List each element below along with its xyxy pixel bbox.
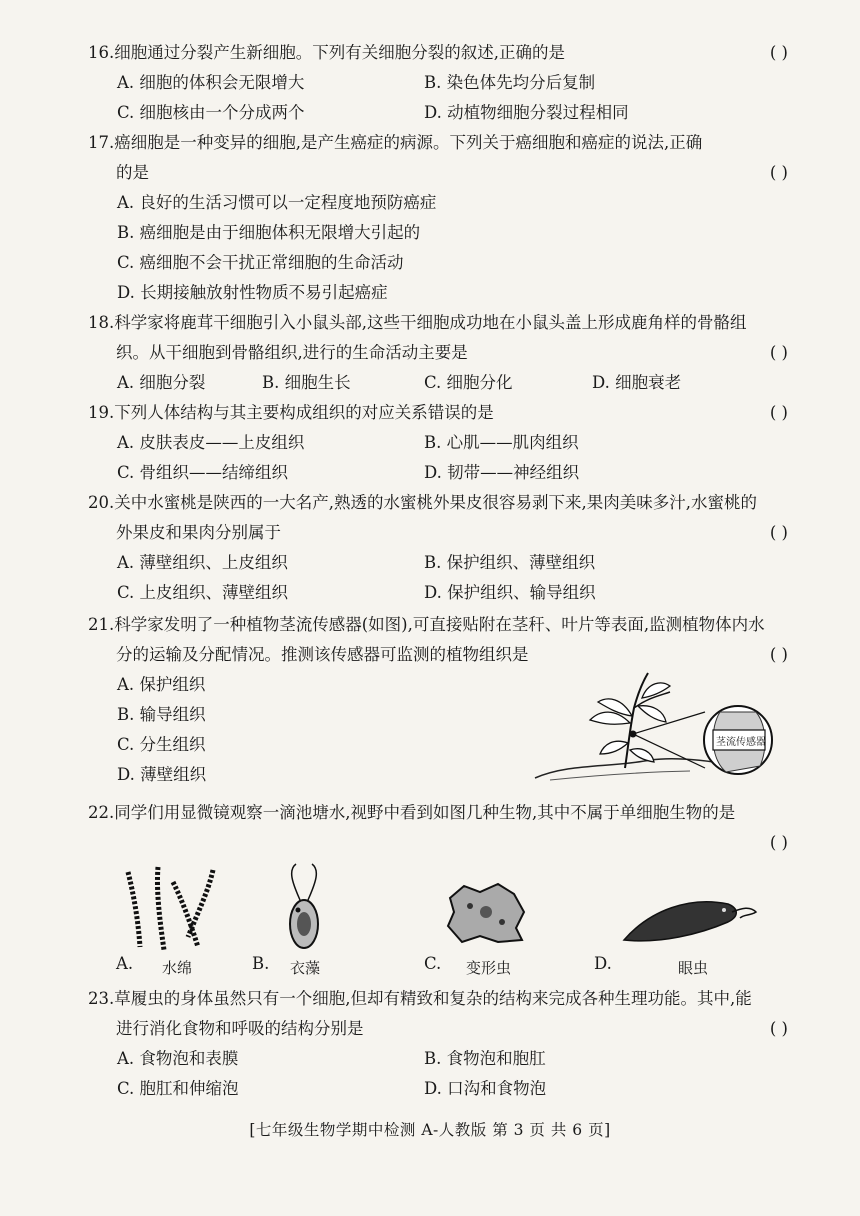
option-b: B. 输导组织 bbox=[117, 705, 206, 724]
question-16 bbox=[88, 38, 788, 68]
option-c: C. 细胞分化 bbox=[424, 373, 513, 392]
option-d-letter: D. bbox=[594, 954, 612, 973]
option-a: A. 良好的生活习惯可以一定程度地预防癌症 bbox=[117, 193, 437, 212]
option-c: C. 骨组织——结缔组织 bbox=[117, 463, 289, 482]
sensor-label: 茎流传感器 bbox=[716, 737, 766, 748]
answer-paren: ( ) bbox=[769, 403, 788, 422]
option-a: A. 保护组织 bbox=[117, 675, 206, 694]
question-20 bbox=[88, 488, 788, 548]
question-stem: 20.关中水蜜桃是陕西的一大名产,熟透的水蜜桃外果皮很容易剥下来,果肉美味多汁,水蜜桃的 bbox=[88, 493, 757, 512]
option-b: B. 保护组织、薄壁组织 bbox=[424, 553, 596, 572]
option-c: C. 上皮组织、薄壁组织 bbox=[117, 583, 289, 602]
option-d: D. 细胞衰老 bbox=[592, 373, 682, 392]
option-d-caption: 眼虫 bbox=[678, 959, 709, 977]
question-21 bbox=[88, 610, 788, 670]
option-a-caption: 水绵 bbox=[162, 959, 193, 977]
option-c: C. 癌细胞不会干扰正常细胞的生命活动 bbox=[117, 253, 404, 272]
question-18 bbox=[88, 308, 788, 368]
question-stem: 18.科学家将鹿茸干细胞引入小鼠头部,这些干细胞成功地在小鼠头盖上形成鹿角样的骨骼组 bbox=[88, 313, 747, 332]
answer-paren: ( ) bbox=[769, 43, 788, 62]
option-b: B. 细胞生长 bbox=[262, 373, 351, 392]
question-23 bbox=[88, 984, 788, 1044]
question-stem-cont: 分的运输及分配情况。推测该传感器可监测的植物组织是 bbox=[116, 645, 529, 664]
option-c: C. 胞肛和伸缩泡 bbox=[117, 1079, 239, 1098]
question-stem: 21.科学家发明了一种植物茎流传感器(如图),可直接贴附在茎秆、叶片等表面,监测植物体内水 bbox=[88, 615, 765, 634]
option-a: A. 皮肤表皮——上皮组织 bbox=[117, 433, 305, 452]
question-stem: 23.草履虫的身体虽然只有一个细胞,但却有精致和复杂的结构来完成各种生理功能。其中,能 bbox=[88, 989, 752, 1008]
answer-paren: ( ) bbox=[769, 343, 788, 362]
answer-paren: ( ) bbox=[769, 1019, 788, 1038]
question-stem: 22.同学们用显微镜观察一滴池塘水,视野中看到如图几种生物,其中不属于单细胞生物的是 bbox=[88, 803, 736, 822]
option-b: B. 心肌——肌肉组织 bbox=[424, 433, 579, 452]
question-stem: 16.细胞通过分裂产生新细胞。下列有关细胞分裂的叙述,正确的是 bbox=[88, 43, 565, 62]
plant-sensor-figure bbox=[530, 668, 780, 788]
answer-paren: ( ) bbox=[769, 523, 788, 542]
option-d: D. 薄壁组织 bbox=[117, 765, 207, 784]
option-d: D. 口沟和食物泡 bbox=[424, 1079, 547, 1098]
answer-paren: ( ) bbox=[769, 645, 788, 664]
option-d: D. 长期接触放射性物质不易引起癌症 bbox=[117, 283, 388, 302]
option-d: D. 韧带——神经组织 bbox=[424, 463, 580, 482]
option-d: D. 动植物细胞分裂过程相同 bbox=[424, 103, 629, 122]
option-a: A. 细胞分裂 bbox=[117, 373, 206, 392]
option-b: B. 食物泡和胞肛 bbox=[424, 1049, 546, 1068]
option-b: B. 癌细胞是由于细胞体积无限增大引起的 bbox=[117, 223, 421, 242]
euglena-image bbox=[620, 890, 760, 950]
chlamydomonas-image bbox=[270, 862, 340, 952]
option-c: C. 细胞核由一个分成两个 bbox=[117, 103, 305, 122]
question-stem-cont: 织。从干细胞到骨骼组织,进行的生命活动主要是 bbox=[116, 343, 468, 362]
spirogyra-image bbox=[118, 862, 238, 952]
option-a: A. 细胞的体积会无限增大 bbox=[117, 73, 305, 92]
option-a-letter: A. bbox=[116, 954, 134, 973]
option-c: C. 分生组织 bbox=[117, 735, 206, 754]
question-19 bbox=[88, 398, 788, 428]
option-b-letter: B. bbox=[252, 954, 270, 973]
option-c-letter: C. bbox=[424, 954, 442, 973]
amoeba-image bbox=[440, 878, 530, 948]
answer-paren: ( ) bbox=[769, 163, 788, 182]
question-stem-cont: 外果皮和果肉分别属于 bbox=[116, 523, 281, 542]
question-22 bbox=[88, 798, 788, 858]
question-stem: 19.下列人体结构与其主要构成组织的对应关系错误的是 bbox=[88, 403, 494, 422]
question-stem-cont: 进行消化食物和呼吸的结构分别是 bbox=[116, 1019, 364, 1038]
question-stem: 17.癌细胞是一种变异的细胞,是产生癌症的病源。下列关于癌细胞和癌症的说法,正确 bbox=[88, 133, 703, 152]
option-b: B. 染色体先均分后复制 bbox=[424, 73, 596, 92]
page-footer: [七年级生物学期中检测 A-人教版 第 3 页 共 6 页] bbox=[249, 1121, 611, 1139]
option-a: A. 薄壁组织、上皮组织 bbox=[117, 553, 288, 572]
option-b-caption: 衣藻 bbox=[290, 959, 321, 977]
question-stem-cont: 的是 bbox=[116, 163, 149, 182]
answer-paren: ( ) bbox=[769, 833, 788, 852]
question-17 bbox=[88, 128, 788, 188]
option-d: D. 保护组织、输导组织 bbox=[424, 583, 596, 602]
option-a: A. 食物泡和表膜 bbox=[117, 1049, 239, 1068]
option-c-caption: 变形虫 bbox=[466, 959, 512, 977]
